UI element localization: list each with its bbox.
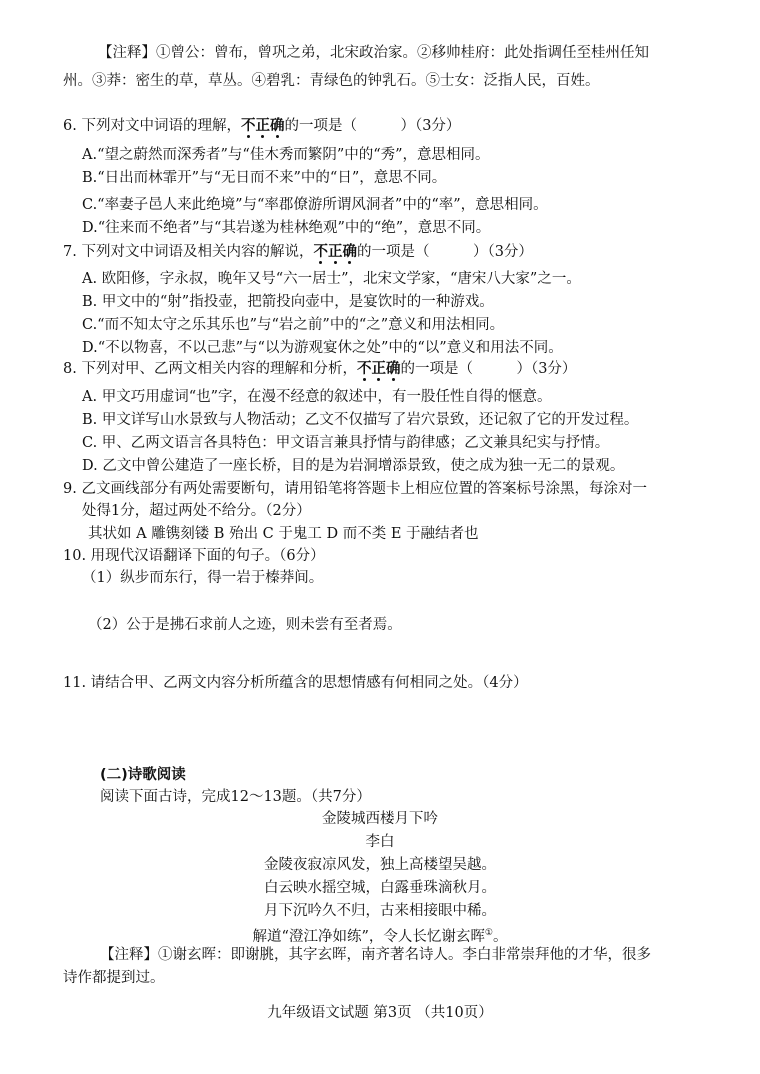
poem-line-1: 金陵夜寂凉风发，独上高楼望吴越。 bbox=[264, 857, 496, 873]
q8-option-c: C. 甲、乙两文语言各具特色：甲文语言兼具抒情与韵律感；乙文兼具纪实与抒情。 bbox=[82, 435, 610, 451]
q6-option-d: D.“往来而不绝者”与“其岩遂为桂林绝观”中的“绝”，意思不同。 bbox=[82, 220, 491, 236]
q9-stem-line-1: 9. 乙文画线部分有两处需要断句，请用铅笔将答题卡上相应位置的答案标号涂黑，每涂对一 bbox=[63, 481, 647, 497]
q6-stem: 6. 下列对文中词语的理解，不 正 确 的一项是（ ）（3分） bbox=[63, 116, 460, 136]
poem-title: 金陵城西楼月下吟 bbox=[322, 811, 438, 827]
poem-note-line-1: 【注释】①谢玄晖：即谢朓，其字玄晖，南齐著名诗人。李白非常崇拜他的才华，很多 bbox=[100, 947, 651, 963]
page-footer: 九年级语文试题 第3页 （共10页） bbox=[267, 1005, 493, 1021]
poem-line-2: 白云映水摇空城，白露垂珠滴秋月。 bbox=[264, 880, 496, 896]
q10-sentence-2: （2）公于是拂石求前人之迹，则未尝有至者焉。 bbox=[88, 617, 402, 633]
q11-stem: 11. 请结合甲、乙两文内容分析所蕴含的思想情感有何相同之处。（4分） bbox=[63, 675, 528, 691]
q7-option-b: B. 甲文中的“射”指投壶，把箭投向壶中，是宴饮时的一种游戏。 bbox=[82, 294, 494, 310]
q8-option-b: B. 甲文详写山水景致与人物活动；乙文不仅描写了岩穴景致，还记叙了它的开发过程。 bbox=[82, 412, 639, 428]
q9-stem-line-2: 处得1分，超过两处不给分。（2分） bbox=[82, 503, 311, 519]
q7-option-a: A. 欧阳修，字永叔，晚年又号“六一居士”，北宋文学家，“唐宋八大家”之一。 bbox=[82, 271, 581, 287]
q7-option-c: C.“而不知太守之乐其乐也”与“岩之前”中的“之”意义和用法相同。 bbox=[82, 317, 505, 333]
q6-option-c: C.“率妻子邑人来此绝境”与“率郡僚游所谓风洞者”中的“率”，意思相同。 bbox=[82, 197, 548, 213]
q6-option-a: A.“望之蔚然而深秀者”与“佳木秀而繁阴”中的“秀”，意思相同。 bbox=[82, 147, 490, 163]
q9-passage: 其状如 A 雕镌刻镂 B 殆出 C 于鬼工 D 而不类 E 于融结者也 bbox=[88, 526, 479, 542]
section-heading: (二)诗歌阅读 bbox=[100, 767, 186, 783]
footnote-mark: ① bbox=[484, 928, 493, 938]
q10-stem: 10. 用现代汉语翻译下面的句子。（6分） bbox=[63, 548, 325, 564]
poem-author: 李白 bbox=[365, 834, 395, 850]
poem-line-4: 解道“澄江净如练”，令人长忆谢玄晖①。 bbox=[252, 928, 508, 945]
poem-line-3: 月下沉吟久不归，古来相接眼中稀。 bbox=[264, 903, 496, 919]
note-line-2: 州。③莽：密生的草，草丛。④碧乳：青绿色的钟乳石。⑤士女：泛指人民，百姓。 bbox=[63, 73, 600, 89]
q8-option-d: D. 乙文中曾公建造了一座长桥，目的是为岩洞增添景致，使之成为独一无二的景观。 bbox=[82, 458, 625, 474]
q8-stem: 8. 下列对甲、乙两文相关内容的理解和分析，不 正 确 的一项是（ ）（3分） bbox=[63, 359, 576, 379]
q7-option-d: D.“不以物喜，不以己悲”与“以为游观宴休之处”中的“以”意义和用法不同。 bbox=[82, 340, 563, 356]
note-line-1: 【注释】①曾公：曾布，曾巩之弟，北宋政治家。②移帅桂府：此处指调任至桂州任知 bbox=[98, 45, 649, 61]
q6-option-b: B.“日出而林霏开”与“无日而不来”中的“日”，意思不同。 bbox=[82, 170, 447, 186]
section-intro: 阅读下面古诗，完成12～13题。（共7分） bbox=[100, 789, 371, 805]
poem-note-line-2: 诗作都提到过。 bbox=[63, 970, 165, 986]
q7-stem: 7. 下列对文中词语及相关内容的解说，不 正 确 的一项是（ ）（3分） bbox=[63, 242, 533, 262]
q8-option-a: A. 甲文巧用虚词“也”字，在漫不经意的叙述中，有一股任性自得的惬意。 bbox=[82, 389, 552, 405]
q10-sentence-1: （1）纵步而东行，得一岩于榛莽间。 bbox=[82, 570, 324, 586]
